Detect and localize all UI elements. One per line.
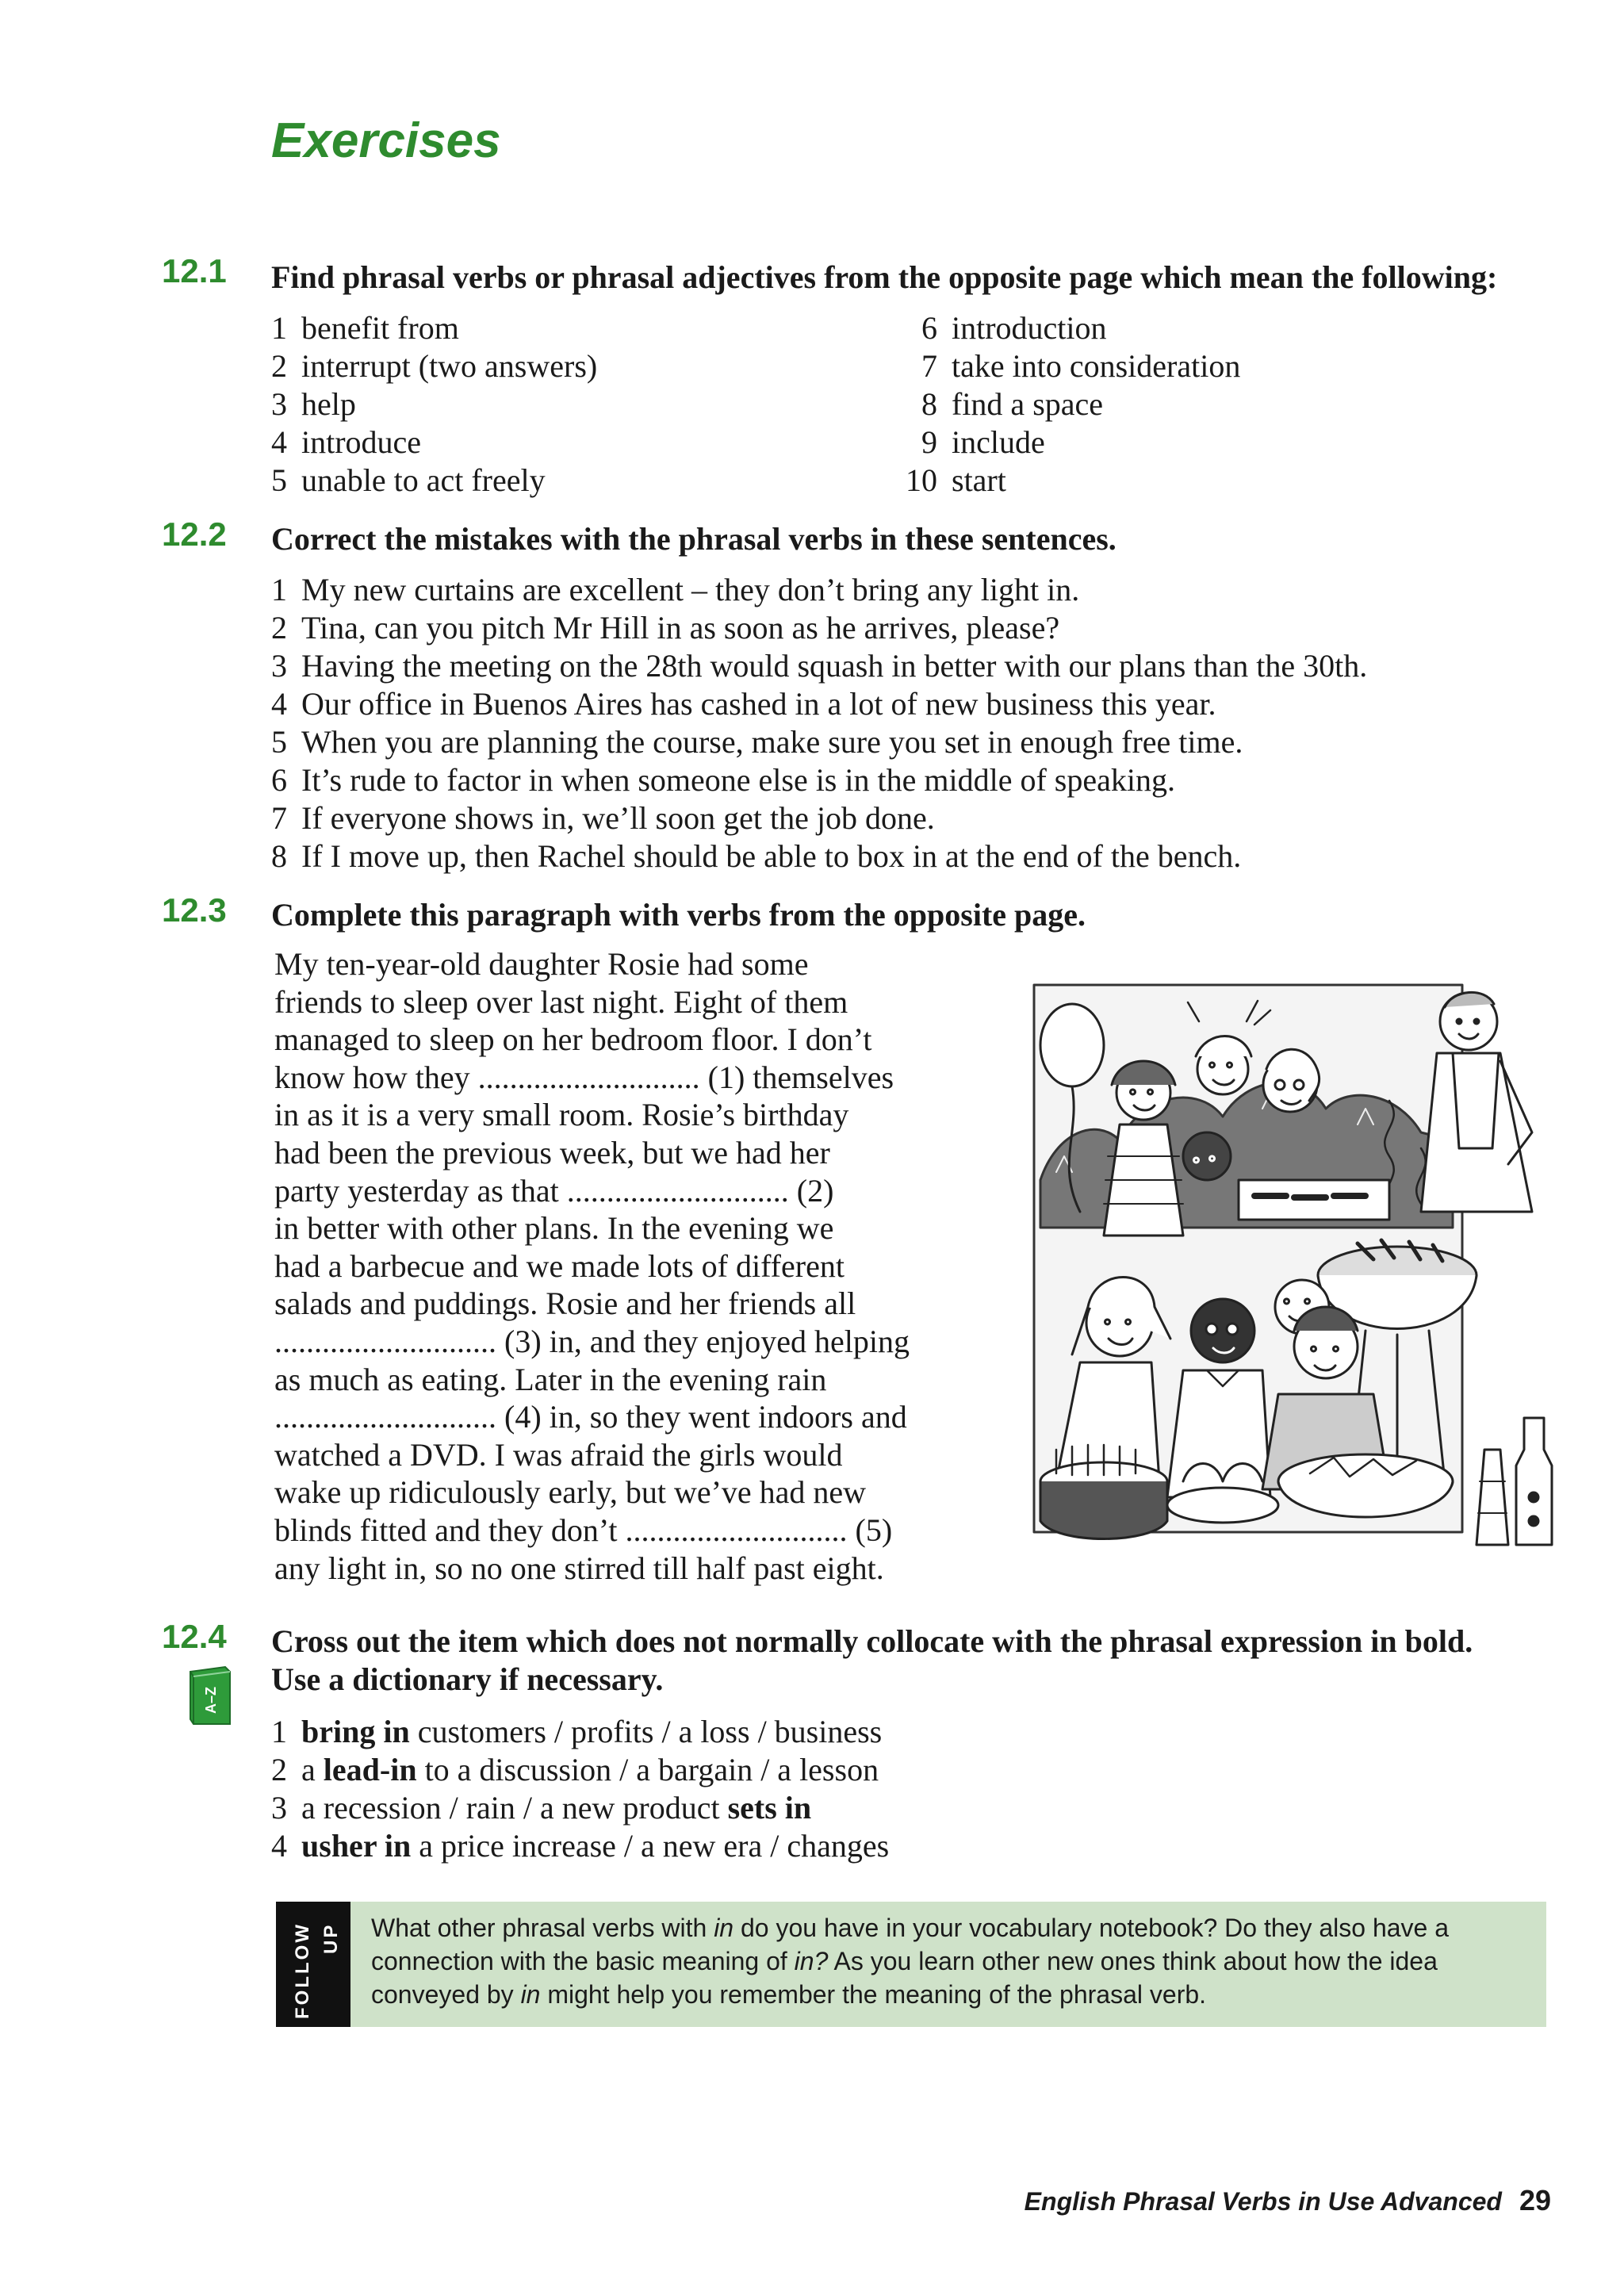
list-item: 8 If I move up, then Rachel should be able to box in at the end of the bench. (271, 838, 1242, 874)
paragraph-line: had been the previous week, but we had her (274, 1134, 830, 1170)
list-item: 3 help (271, 386, 356, 422)
list-item: 10 start (906, 462, 1006, 498)
paragraph-line: My ten-year-old daughter Rosie had some (274, 946, 809, 982)
paragraph-line: any light in, so no one stirred till half past eight. (274, 1550, 884, 1586)
exercise-number: 12.4 (162, 1618, 227, 1655)
follow-up-text: What other phrasal verbs with in do you have in your vocabulary notebook? Do they also have a connection with the basic meaning of in? As you learn other new ones think about how the idea conveyed by in might help you remember the meaning of the phrasal verb. (371, 1914, 1450, 2009)
list-item: 9 include (921, 424, 1045, 460)
dictionary-book-icon (186, 1664, 233, 1727)
list-item: 4 Our office in Buenos Aires has cashed in a lot of new business this year. (271, 686, 1216, 722)
paragraph-line: watched a DVD. I was afraid the girls would (274, 1436, 843, 1473)
list-item: 1 My new curtains are excellent – they don’t bring any light in. (271, 572, 1080, 607)
exercise-instruction: Complete this paragraph with verbs from the opposite page. (271, 897, 1086, 933)
follow-up-box (276, 1902, 1546, 2027)
paragraph-line: blinds fitted and they don’t ............................ (5) (274, 1511, 893, 1548)
exercise-instruction: Find phrasal verbs or phrasal adjectives from the opposite page which mean the following: (271, 259, 1498, 295)
list-item: 7 take into consideration (921, 348, 1241, 384)
gap-fill-paragraph (274, 945, 972, 1587)
exercise-number: 12.2 (162, 515, 227, 553)
follow-up-tab-label: UP (320, 1922, 342, 1954)
exercise-instruction: Cross out the item which does not normally collocate with the phrasal expression in bold. (271, 1623, 1473, 1659)
list-item: 4 introduce (271, 424, 422, 460)
paragraph-line: salads and puddings. Rosie and her friends all (274, 1285, 856, 1322)
paragraph-line: ............................ (4) in, so they went indoors and (274, 1399, 907, 1435)
list-item: 5 When you are planning the course, make sure you set in enough free time. (271, 724, 1243, 760)
exercise-instruction-continued: Use a dictionary if necessary. (271, 1661, 664, 1697)
book-title: English Phrasal Verbs in Use Advanced (1024, 2187, 1502, 2216)
list-item: 6 It’s rude to factor in when someone else is in the middle of speaking. (271, 762, 1175, 798)
az-label: A–Z (202, 1686, 219, 1715)
paragraph-line: wake up ridiculously early, but we’ve had new (274, 1474, 867, 1511)
exercise-instruction: Correct the mistakes with the phrasal verbs in these sentences. (271, 521, 1116, 557)
list-item: 8 find a space (921, 386, 1104, 422)
list-item: 2 Tina, can you pitch Mr Hill in as soon as he arrives, please? (271, 610, 1060, 646)
paragraph-line: in as it is a very small room. Rosie’s birthday (274, 1097, 849, 1133)
list-item: 1 bring in customers / profits / a loss / business (271, 1714, 883, 1749)
page-title: Exercises (271, 113, 501, 168)
follow-up-tab-label: FOLLOW (292, 1922, 313, 2019)
paragraph-line: party yesterday as that ............................ (2) (274, 1172, 834, 1209)
paragraph-line: managed to sleep on her bedroom floor. I don’t (274, 1021, 872, 1058)
list-item: 3 Having the meeting on the 28th would squash in better with our plans than the 30th. (271, 648, 1368, 684)
list-item: 1 benefit from (271, 310, 459, 346)
paragraph-line: ............................ (3) in, and they enjoyed helping (274, 1323, 910, 1359)
list-item: 3 a recession / rain / a new product sets in (271, 1790, 812, 1826)
list-item: 2 a lead-in to a discussion / a bargain / a lesson (271, 1752, 879, 1787)
paragraph-line: know how they ............................ (1) themselves (274, 1059, 894, 1095)
paragraph-line: had a barbecue and we made lots of different (274, 1247, 845, 1284)
paragraph-line: as much as eating. Later in the evening rain (274, 1361, 827, 1397)
list-item: 2 interrupt (two answers) (271, 348, 598, 384)
follow-up-tab (276, 1902, 350, 2027)
paragraph-line: friends to sleep over last night. Eight of them (274, 983, 848, 1020)
page-number: 29 (1519, 2184, 1551, 2216)
exercise-number: 12.1 (162, 252, 227, 289)
list-item: 7 If everyone shows in, we’ll soon get the job done. (271, 800, 935, 836)
list-item: 5 unable to act freely (271, 462, 546, 498)
paragraph-line: in better with other plans. In the evening we (274, 1210, 834, 1247)
party-illustration (1025, 974, 1554, 1567)
exercise-number: 12.3 (162, 891, 227, 929)
page-footer (1025, 2184, 1551, 2217)
list-item: 4 usher in a price increase / a new era / changes (271, 1828, 890, 1864)
list-item: 6 introduction (921, 310, 1107, 346)
